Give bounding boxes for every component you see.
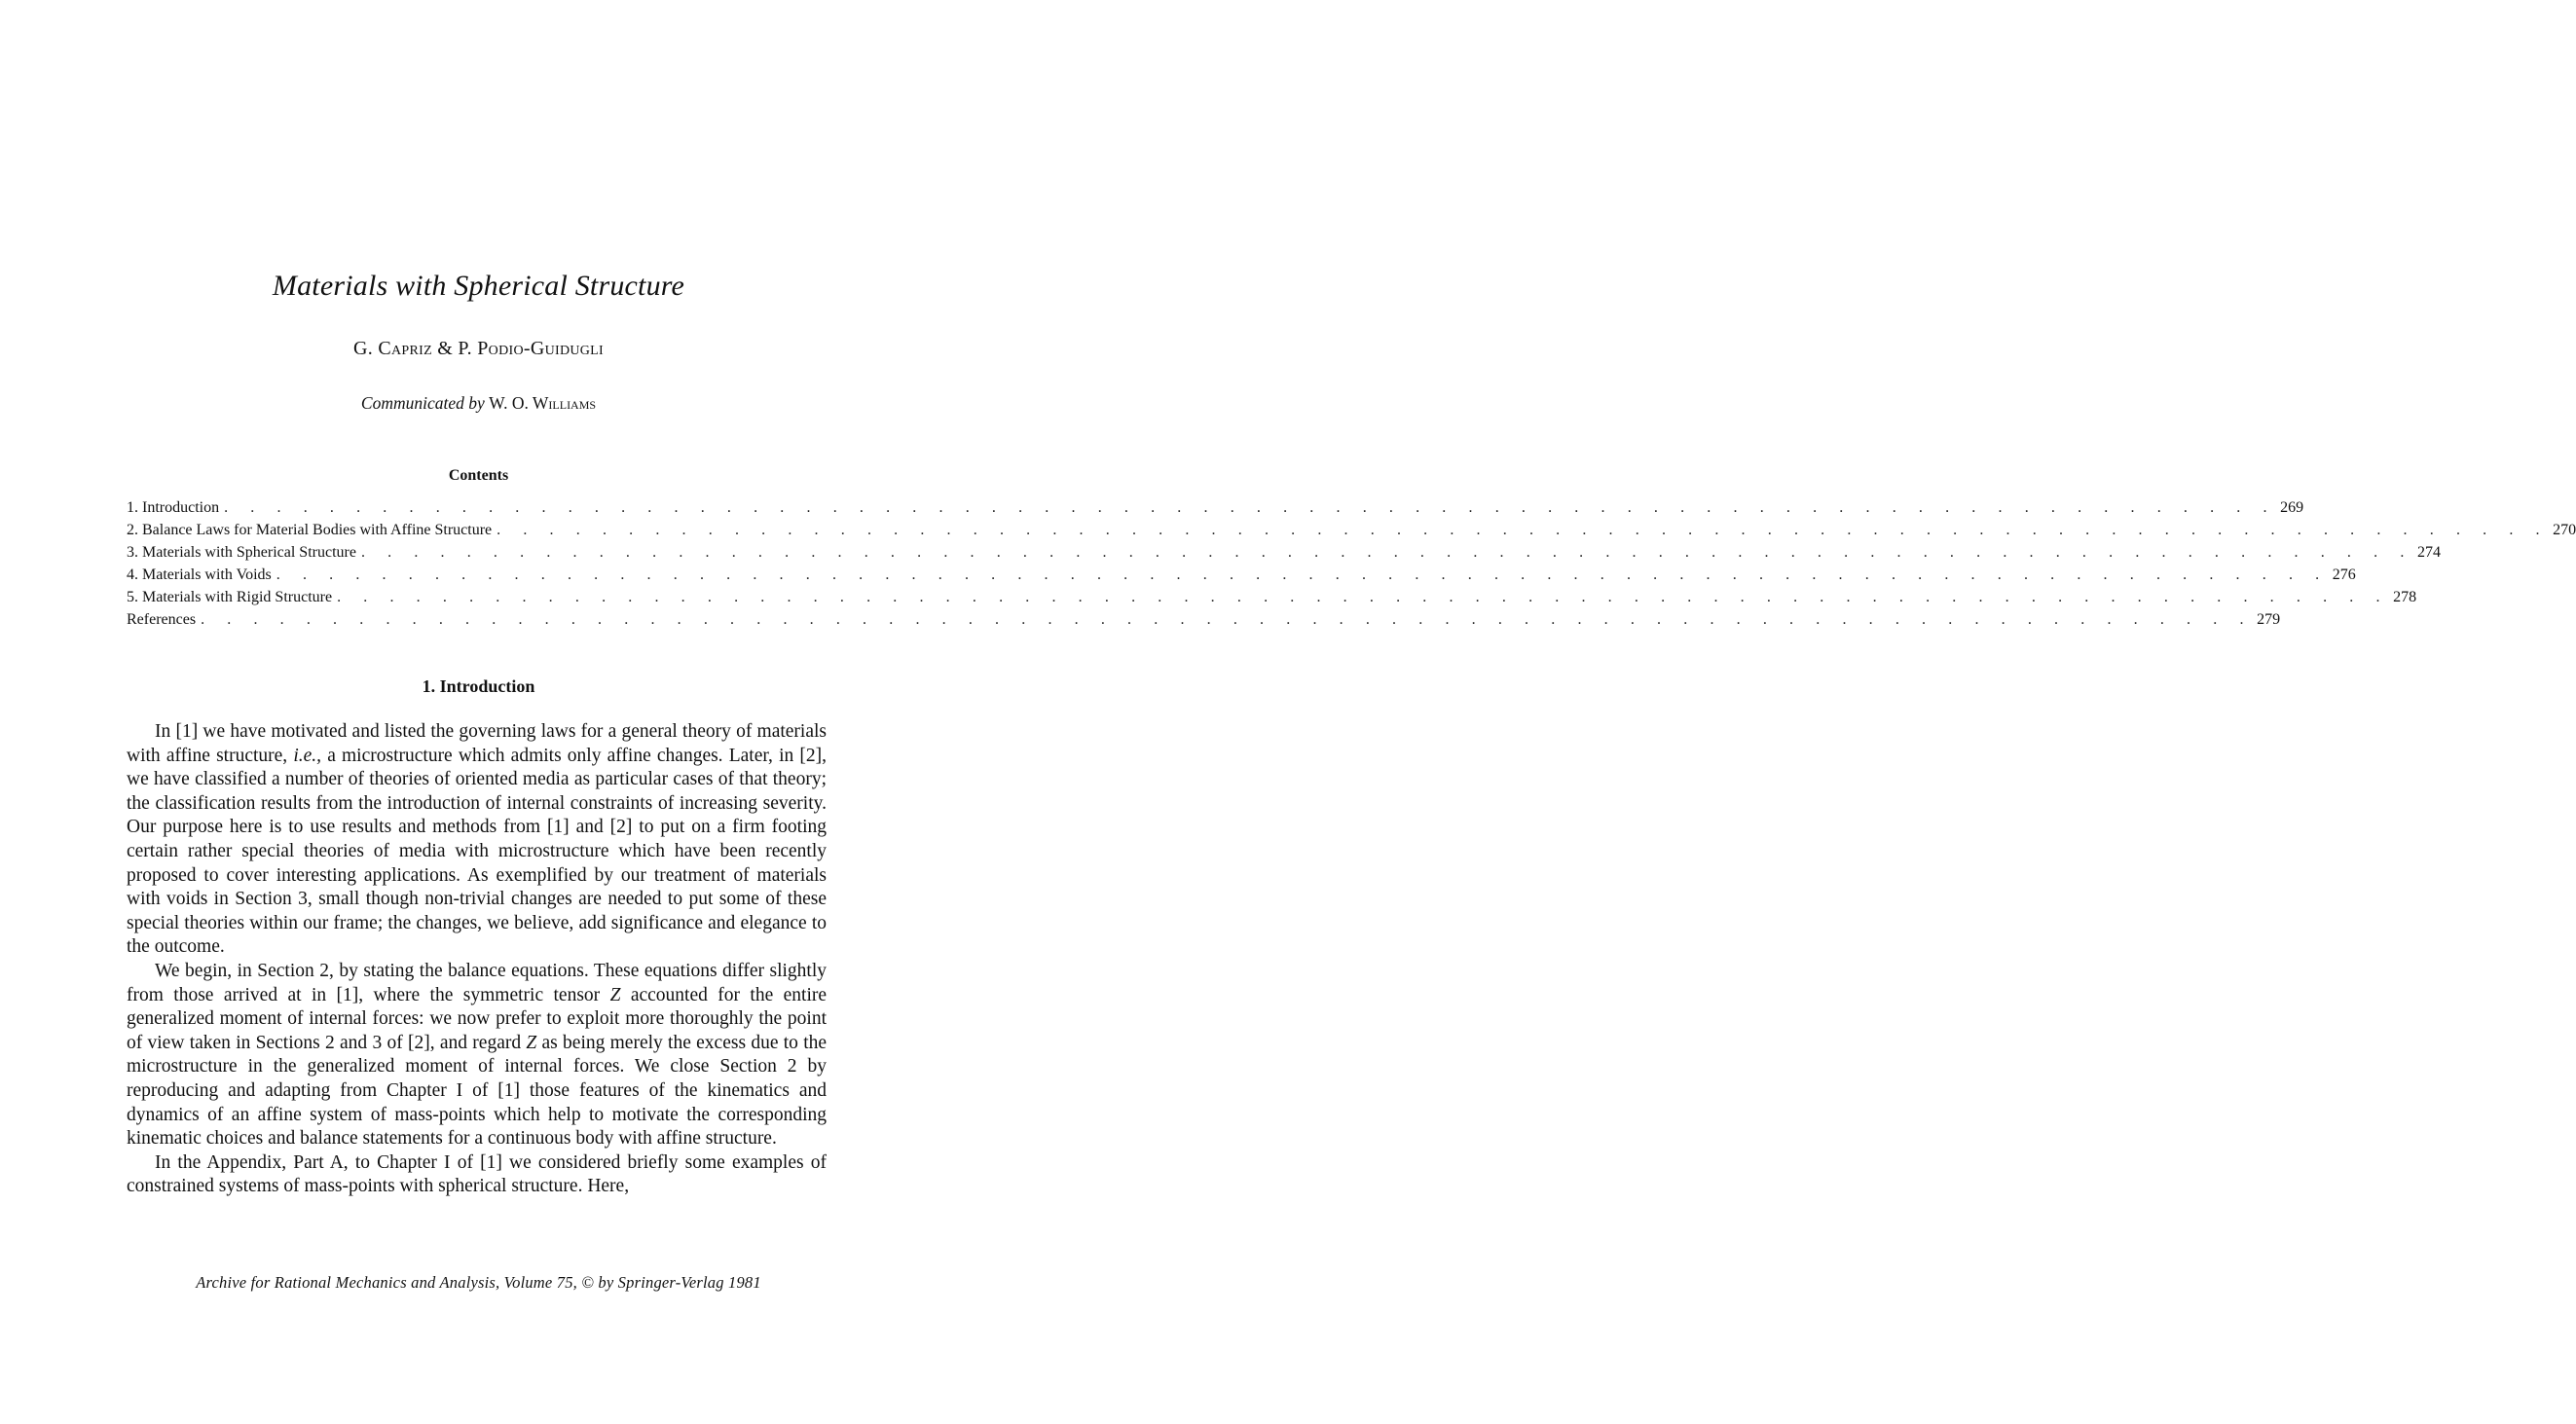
math-symbol: Z <box>526 1032 537 1053</box>
table-of-contents <box>127 496 2576 631</box>
toc-entry-label: 4. Materials with Voids <box>127 566 272 583</box>
paragraph <box>127 1151 827 1199</box>
toc-entry <box>127 586 2417 608</box>
toc-entry-page: 278 <box>2393 589 2417 605</box>
toc-entry <box>127 564 2356 586</box>
toc-entry <box>127 496 2304 519</box>
toc-leader-dots: . . . . . . . . . . . . . . . . . . . . . . . . . . . . . . . . . . . . . . . . . . . . . . . . . . . . . . . . . . . . . . . . . . . . . . . . . . . . . . <box>337 589 2390 605</box>
toc-entry-label: 5. Materials with Rigid Structure <box>127 589 333 605</box>
toc-entry-page: 274 <box>2416 544 2441 561</box>
toc-leader-dots: . . . . . . . . . . . . . . . . . . . . . . . . . . . . . . . . . . . . . . . . . . . . . . . . . . . . . . . . . . . . . . . . . . . . . . . . . . . . . . <box>201 611 2254 628</box>
paper-title: Materials with Spherical Structure <box>272 270 685 302</box>
toc-entry-label: References <box>127 611 197 628</box>
toc-entry-page: 276 <box>2332 566 2356 583</box>
communicated-line <box>0 393 957 414</box>
paragraph-text: accounted for the entire generalized moment of internal forces: we now prefer to exploit more thoroughly the point of view taken in Sections 2 and 3 of [2], and regard <box>127 984 828 1053</box>
communicated-label: Communicated by <box>360 393 485 413</box>
paragraph-text: as being merely the excess due to the microstructure in the generalized moment of internal forces. We close Section 2 by reproducing and adapting from Chapter I of [1] those features of the kinematics and dynamics of an affine system of mass-points which help to motivate the corresponding kinematic choices and balance statements for a continuous body with affine structure. <box>127 1032 828 1150</box>
author-1-initial: G. <box>352 338 374 359</box>
journal-footer: Archive for Rational Mechanics and Analysis, Volume 75, © by Springer-Verlag 1981 <box>196 1273 761 1292</box>
toc-entry <box>127 519 2576 541</box>
author-2-surname: Podio-Guidugli <box>477 338 604 359</box>
toc-leader-dots: . . . . . . . . . . . . . . . . . . . . . . . . . . . . . . . . . . . . . . . . . . . . . . . . . . . . . . . . . . . . . . . . . . . . . . . . . . . . . . <box>360 544 2413 561</box>
toc-entry-page: 269 <box>2280 499 2304 516</box>
paragraph-text: a microstructure which admits only affine changes. Later, in [2], we have classified a number of theories of oriented media as particular cases of that theory; the classification results from the introduction of internal constraints of increasing severity. Our purpose here is to use results and methods from [1] and [2] to put on a firm footing certain rather special theories of media with microstructure which have been recently proposed to cover interesting applications. As exemplified by our treatment of materials with voids in Section 3, small though non-trivial changes are needed to put some of these special theories within our frame; the changes, we believe, add significance and elegance to the outcome. <box>127 745 828 958</box>
toc-entry-label: 2. Balance Laws for Material Bodies with Affine Structure <box>127 522 493 538</box>
communicated-name: W. O. Williams <box>489 393 597 413</box>
italic-text: i.e., <box>293 745 322 766</box>
body-text <box>127 720 827 1199</box>
toc-leader-dots: . . . . . . . . . . . . . . . . . . . . . . . . . . . . . . . . . . . . . . . . . . . . . . . . . . . . . . . . . . . . . . . . . . . . . . . . . . . . . . <box>224 499 2277 516</box>
toc-entry-label: 3. Materials with Spherical Structure <box>127 544 356 561</box>
toc-leader-dots: . . . . . . . . . . . . . . . . . . . . . . . . . . . . . . . . . . . . . . . . . . . . . . . . . . . . . . . . . . . . . . . . . . . . . . . . . . . . . . <box>497 522 2550 538</box>
toc-entry <box>127 541 2441 564</box>
section-heading: 1. Introduction <box>422 676 535 696</box>
toc-entry-page: 279 <box>2257 611 2281 628</box>
paragraph-text: In [1] we have motivated and listed the governing laws for a general theory of materials with affine structure, <box>127 721 827 766</box>
author-separator: & <box>437 338 454 359</box>
author-2-initial: P. <box>458 338 472 359</box>
toc-entry <box>127 608 2281 631</box>
toc-leader-dots: . . . . . . . . . . . . . . . . . . . . . . . . . . . . . . . . . . . . . . . . . . . . . . . . . . . . . . . . . . . . . . . . . . . . . . . . . . . . . . <box>276 566 2329 583</box>
author-line <box>0 338 957 360</box>
paragraph <box>127 720 827 960</box>
toc-entry-label: 1. Introduction <box>127 499 220 516</box>
paragraph-text: We begin, in Section 2, by stating the balance equations. These equations differ slightly from those arrived at in [1], where the symmetric tensor <box>127 960 827 1005</box>
paragraph-text: In the Appendix, Part A, to Chapter I of [1] we considered briefly some examples of constrained systems of mass-points with spherical structure. Here, <box>127 1151 827 1197</box>
paragraph <box>127 960 827 1151</box>
toc-entry-page: 270 <box>2553 522 2576 538</box>
contents-heading: Contents <box>448 467 509 484</box>
author-1-surname: Capriz <box>378 338 432 359</box>
math-symbol: Z <box>609 984 621 1005</box>
